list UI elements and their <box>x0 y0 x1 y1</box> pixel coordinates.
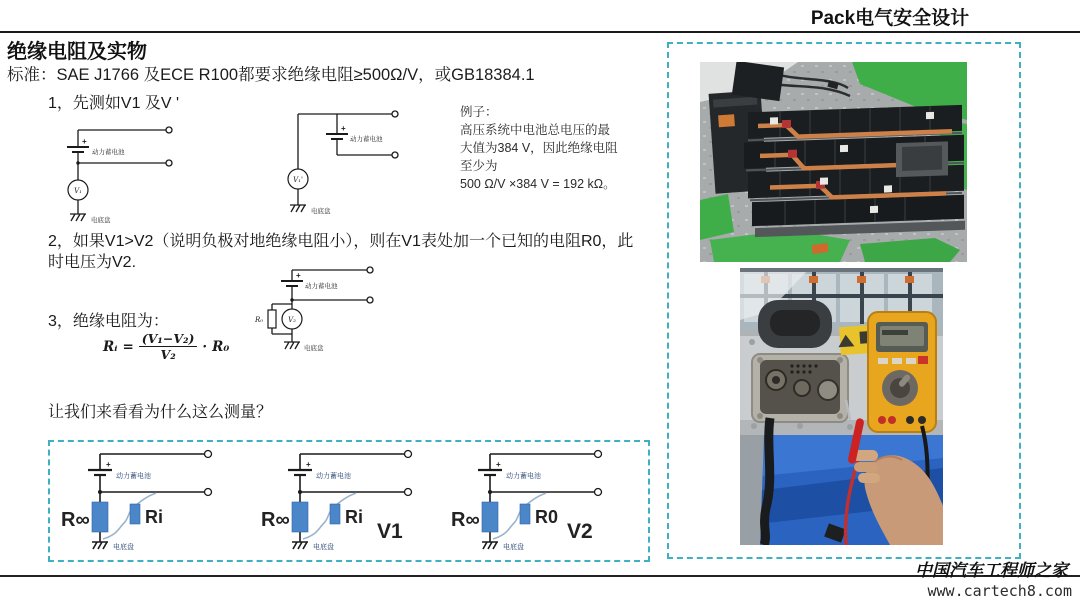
svg-text:动力蓄电池: 动力蓄电池 <box>350 136 383 143</box>
svg-text:+: + <box>341 124 346 133</box>
fluke-multimeter <box>868 312 936 432</box>
meter-label: V1 <box>377 520 403 543</box>
battery-symbol <box>88 460 151 480</box>
hv-positive-terminal <box>392 111 398 117</box>
header-divider <box>0 31 1080 33</box>
hv-positive-terminal <box>367 267 373 273</box>
svg-text:V₁: V₁ <box>74 187 82 195</box>
svg-text:电底盘: 电底盘 <box>91 217 111 224</box>
slide-header-title: Pack电气安全设计 <box>810 8 970 29</box>
voltmeter-v2 <box>282 309 302 329</box>
ri-label: Ri <box>345 507 363 527</box>
ground-symbol <box>70 214 111 224</box>
svg-text:+: + <box>496 460 501 469</box>
ground-symbol <box>290 205 331 215</box>
voltmeter-v1-prime <box>288 169 308 189</box>
meter-label: V2 <box>567 520 593 543</box>
footer-brand: 中国汽车工程师之家 <box>915 561 1068 581</box>
svg-text:动力蓄电池: 动力蓄电池 <box>92 149 125 156</box>
r-infinity-label: R∞ <box>451 509 480 531</box>
why-measure-panel <box>48 440 650 562</box>
hv-connector-block <box>752 354 848 422</box>
bottom-circuit-2 <box>260 444 450 558</box>
svg-text:+: + <box>296 271 301 280</box>
voltmeter-v1 <box>68 180 88 200</box>
multimeter-test-photo <box>740 268 943 545</box>
hv-negative-terminal <box>367 297 373 303</box>
hv-negative-terminal <box>392 152 398 158</box>
svg-text:电底盘: 电底盘 <box>503 544 524 551</box>
photos-panel <box>667 42 1021 559</box>
svg-text:+: + <box>82 137 87 146</box>
svg-text:R₀: R₀ <box>254 316 264 324</box>
svg-text:电底盘: 电底盘 <box>304 345 324 352</box>
battery-symbol <box>478 460 541 480</box>
hv-positive-terminal <box>595 451 602 458</box>
example-line: 例子： <box>460 105 498 119</box>
resistor-r-infinity <box>92 502 108 532</box>
r-infinity-label: R∞ <box>261 509 290 531</box>
svg-text:动力蓄电池: 动力蓄电池 <box>506 473 541 480</box>
hv-negative-terminal <box>595 489 602 496</box>
step2-line1: 2，如果V1>V2（说明负极对地绝缘电阻小），则在V1表处加一个已知的电阻R0，此 <box>48 233 634 250</box>
battery-symbol <box>281 271 338 290</box>
standard-requirement-text: 标准：SAE J1766 及ECE R100都要求绝缘电阻≥500Ω/V，或GB18384.1 <box>7 66 535 84</box>
ri-label: Ri <box>145 507 163 527</box>
ground-symbol <box>92 542 134 551</box>
page-title: 绝缘电阻及实物 <box>7 41 147 63</box>
circuit-v2-r0-diagram <box>248 262 388 357</box>
example-line: 至少为 <box>460 159 498 173</box>
why-measure-question: 让我们来看看为什么这么测量？ <box>48 404 273 421</box>
circuit-v1-prime-diagram <box>283 95 413 220</box>
resistor-r0 <box>520 504 530 524</box>
footer-url: www.cartech8.com <box>927 582 1072 600</box>
step1-text: 1，先测如V1 及V ' <box>48 95 180 112</box>
svg-text:动力蓄电池: 动力蓄电池 <box>116 473 151 480</box>
battery-symbol <box>288 460 351 480</box>
ground-symbol <box>292 542 334 551</box>
hv-negative-terminal <box>166 160 172 166</box>
hv-positive-terminal <box>166 127 172 133</box>
svg-text:V₂: V₂ <box>288 316 296 324</box>
svg-text:电底盘: 电底盘 <box>311 208 331 215</box>
rubber-cover <box>758 300 832 348</box>
formula-rhs: R₀ <box>212 338 230 355</box>
bottom-circuit-3 <box>450 444 640 558</box>
battery-symbol <box>326 124 383 143</box>
circuit-v1-diagram <box>55 118 185 230</box>
resistor-ri <box>330 504 340 524</box>
insulation-resistance-formula <box>103 331 229 362</box>
svg-text:动力蓄电池: 动力蓄电池 <box>316 473 351 480</box>
formula-denominator: V₂ <box>160 347 176 362</box>
hv-negative-terminal <box>205 489 212 496</box>
resistor-r-infinity <box>292 502 308 532</box>
step3-text: 3，绝缘电阻为： <box>48 313 169 330</box>
battery-pack-photo <box>700 62 967 262</box>
resistor-r-infinity <box>482 502 498 532</box>
hv-positive-terminal <box>205 451 212 458</box>
battery-symbol <box>67 137 125 156</box>
example-note <box>460 103 618 193</box>
svg-text:V₁': V₁' <box>293 176 303 184</box>
step2-line2: 时电压为V2. <box>48 254 137 271</box>
hv-negative-terminal <box>405 489 412 496</box>
example-line: 大值为384 V，因此绝缘电阻 <box>460 141 618 155</box>
r0-label: R0 <box>535 507 559 527</box>
svg-text:电底盘: 电底盘 <box>313 544 334 551</box>
formula-fraction <box>139 331 198 362</box>
resistor-ri <box>130 504 140 524</box>
formula-lhs: Rᵢ <box>103 338 118 355</box>
svg-text:+: + <box>106 460 111 469</box>
ground-symbol <box>284 342 324 352</box>
svg-text:动力蓄电池: 动力蓄电池 <box>305 283 338 290</box>
ground-symbol <box>482 542 524 551</box>
formula-equals: = <box>122 338 134 355</box>
formula-numerator: (V₁−V₂) <box>139 331 198 347</box>
example-line: 500 Ω/V ×384 V = 192 kΩ。 <box>460 177 616 191</box>
svg-text:+: + <box>306 460 311 469</box>
example-line: 高压系统中电池总电压的最 <box>460 123 611 137</box>
svg-text:电底盘: 电底盘 <box>113 544 134 551</box>
bottom-circuit-1 <box>60 444 250 558</box>
r-infinity-label: R∞ <box>61 509 90 531</box>
hv-positive-terminal <box>405 451 412 458</box>
formula-operator: · <box>202 338 208 355</box>
